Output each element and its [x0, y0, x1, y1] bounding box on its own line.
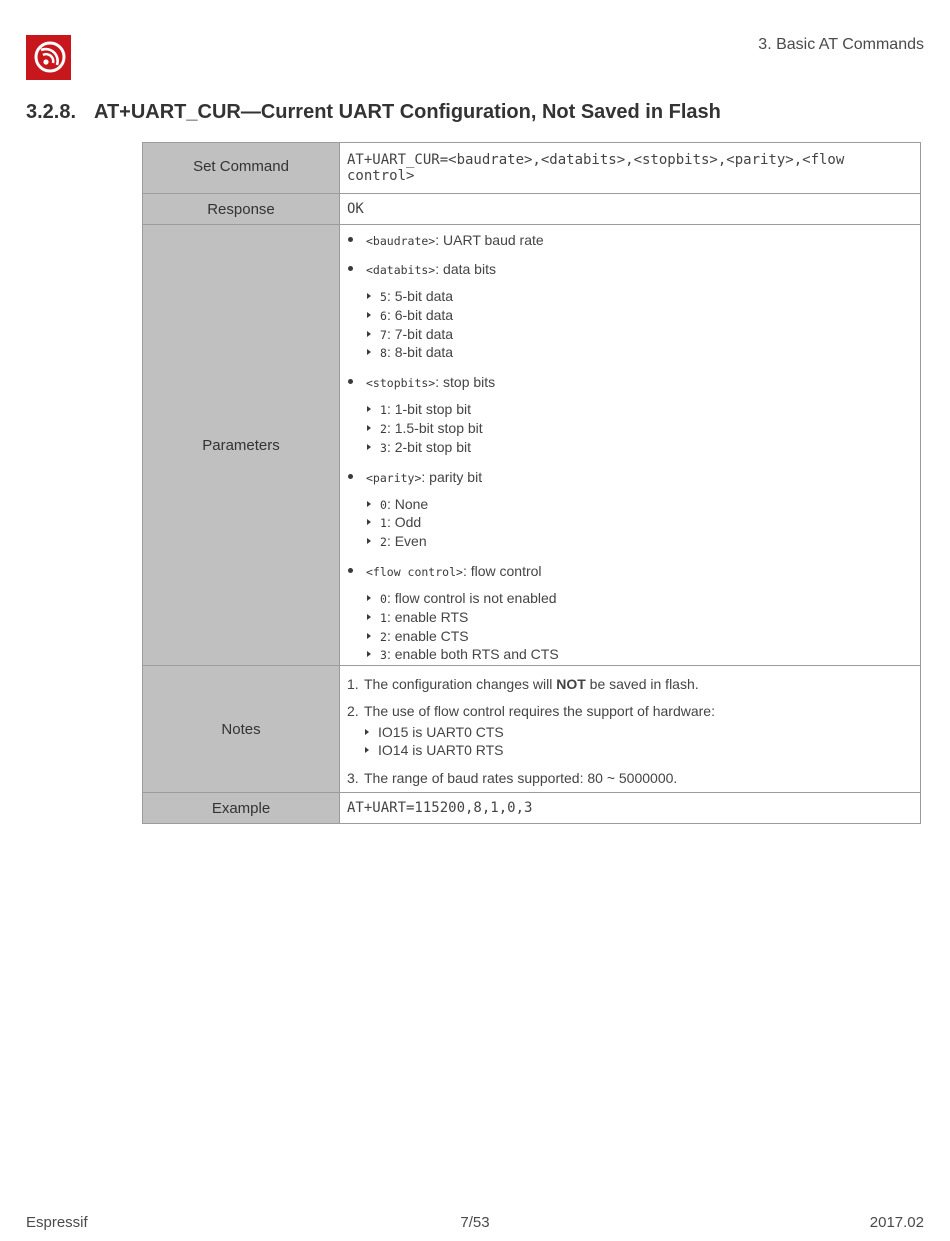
parameter-option [366, 590, 913, 609]
note-subitem: IO15 is UART0 CTS [364, 724, 913, 742]
option-text: : 6-bit data [386, 306, 454, 323]
note-text-part: be saved in flash. [585, 676, 699, 693]
note-text-part: The configuration changes will [364, 676, 557, 693]
parameter-options [347, 288, 913, 363]
note-emphasis: NOT [556, 676, 586, 693]
option-code: 0 [380, 591, 387, 606]
example-value: AT+UART=115200,8,1,0,3 [340, 793, 921, 824]
option-text: : enable both RTS and CTS [386, 646, 559, 663]
set-command-value: AT+UART_CUR=<baudrate>,<databits>,<stopbits>,<parity>,<flow control> [340, 143, 921, 194]
note-number: 2. [347, 703, 359, 720]
parameter-option [366, 401, 913, 420]
footer-date: 2017.02 [869, 1214, 924, 1231]
option-code: 2 [380, 535, 387, 550]
option-text: : None [386, 495, 429, 512]
running-header: 3. Basic AT Commands [758, 36, 924, 53]
parameter-description: : flow control [462, 562, 542, 579]
option-code: 6 [380, 308, 387, 323]
parameter-item [347, 260, 913, 279]
parameter-option [366, 628, 913, 647]
parameter-option [366, 533, 913, 552]
parameter-option [366, 288, 913, 307]
note-item [347, 702, 913, 720]
option-text: : 7-bit data [386, 325, 454, 342]
parameter-option [366, 646, 913, 665]
option-text: : 5-bit data [386, 288, 454, 304]
note-number: 1. [347, 676, 359, 693]
notes-list [347, 671, 913, 787]
response-value: OK [340, 194, 921, 225]
parameters-row [143, 225, 921, 666]
parameter-name: <databits> [366, 263, 436, 277]
note-item [347, 769, 913, 787]
note-text: The use of flow control requires the support of hardware: [364, 703, 715, 720]
note-item [347, 675, 913, 693]
parameter-item [347, 231, 913, 250]
parameter-name: <baudrate> [366, 234, 436, 248]
option-text: : Even [386, 533, 427, 550]
parameter-description: : parity bit [421, 468, 483, 485]
response-row [143, 194, 921, 225]
parameter-description: : UART baud rate [435, 232, 544, 248]
note-text [364, 675, 699, 693]
parameter-options [347, 401, 913, 457]
option-text: : flow control is not enabled [386, 589, 557, 606]
example-row [143, 793, 921, 824]
parameters-list [347, 225, 913, 665]
parameters-cell [340, 225, 921, 666]
set-command-row [143, 143, 921, 194]
notes-label: Notes [143, 666, 340, 793]
parameter-options [347, 496, 913, 552]
option-code: 5 [380, 290, 387, 304]
section-heading: AT+UART_CUR—Current UART Configuration, Not Saved in Flash [94, 101, 721, 123]
option-code: 7 [380, 327, 387, 342]
option-code: 1 [380, 516, 387, 531]
note-number: 3. [347, 769, 359, 786]
option-text: : 8-bit data [386, 344, 454, 361]
notes-cell [340, 666, 921, 793]
option-code: 1 [380, 610, 387, 625]
parameter-name: <flow control> [366, 564, 463, 579]
response-label: Response [143, 194, 340, 225]
espressif-logo-icon [26, 35, 71, 80]
option-text: : enable RTS [386, 608, 469, 625]
set-command-label: Set Command [143, 143, 340, 194]
option-text: : Odd [386, 514, 422, 531]
section-title [26, 101, 721, 124]
page-number: 7/53 [460, 1214, 490, 1231]
option-code: 2 [380, 421, 387, 436]
note-text: The range of baud rates supported: 80 ~ 5000000. [364, 769, 678, 786]
parameter-item [347, 562, 913, 581]
option-text: : 1.5-bit stop bit [386, 419, 483, 436]
parameter-options [347, 590, 913, 665]
parameter-option [366, 439, 913, 458]
parameter-option [366, 609, 913, 628]
option-text: : 2-bit stop bit [386, 438, 471, 455]
option-code: 2 [380, 629, 387, 644]
option-code: 3 [380, 440, 387, 455]
option-code: 3 [380, 648, 387, 663]
parameter-option [366, 326, 913, 345]
parameter-option [366, 420, 913, 439]
option-code: 8 [380, 346, 387, 361]
option-code: 1 [380, 403, 387, 418]
parameter-description: : stop bits [435, 374, 496, 391]
example-label: Example [143, 793, 340, 824]
notes-row [143, 666, 921, 793]
parameter-option [366, 514, 913, 533]
option-text: : enable CTS [386, 627, 469, 644]
footer-company: Espressif [26, 1214, 88, 1231]
parameter-option [366, 496, 913, 515]
parameter-option [366, 307, 913, 326]
parameter-item [347, 468, 913, 487]
option-code: 0 [380, 497, 387, 512]
parameter-name: <stopbits> [366, 376, 436, 391]
parameter-name: <parity> [366, 470, 422, 485]
note-subitem: IO14 is UART0 RTS [364, 742, 913, 760]
parameters-label: Parameters [143, 225, 340, 666]
section-number: 3.2.8. [26, 101, 77, 123]
parameter-description: : data bits [435, 261, 496, 277]
option-text: : 1-bit stop bit [386, 401, 471, 418]
command-table [142, 142, 921, 824]
parameter-item [347, 373, 913, 392]
parameter-option [366, 344, 913, 363]
note-sublist [347, 724, 913, 760]
